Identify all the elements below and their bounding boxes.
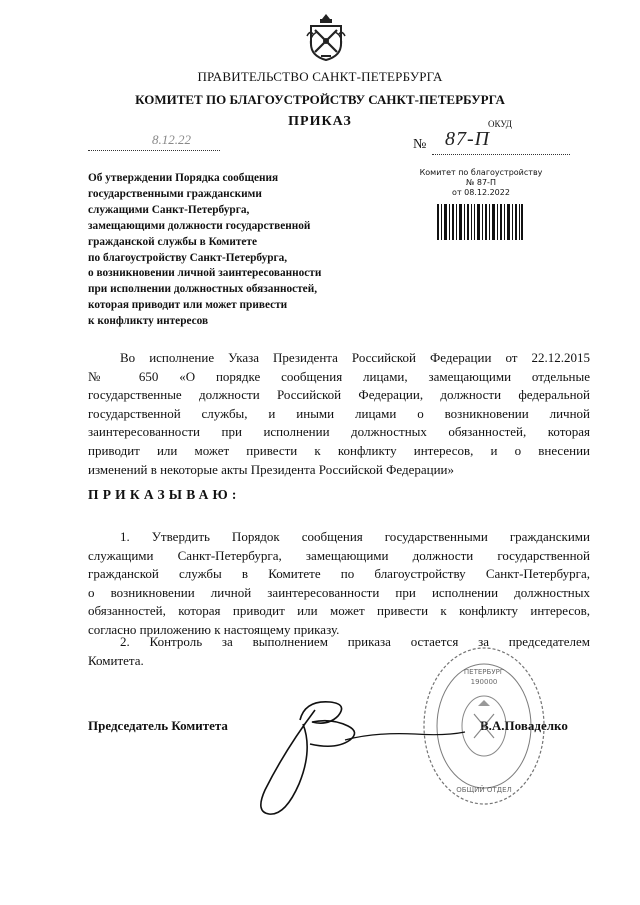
subject-line: к конфликту интересов	[88, 315, 209, 328]
item-line: 1. Утвердить Порядок сообщения государственными гражданскими	[120, 529, 590, 544]
svg-text:ОБЩИЙ ОТДЕЛ: ОБЩИЙ ОТДЕЛ	[456, 786, 512, 794]
number-line	[432, 154, 570, 155]
item-line: о возникновении личной заинтересованности при исполнении должностных	[88, 584, 590, 600]
subject-line: замещающими должности государственной	[88, 219, 311, 232]
preamble-line: государственной службы, и иными лицами о возникновении личной	[88, 405, 590, 421]
date-line	[88, 149, 220, 151]
registration-stamp-number: № 87-П	[466, 178, 496, 187]
handwritten-date: 8.12.22	[152, 132, 191, 147]
subject-line: при исполнении должностных обязанностей,	[88, 283, 318, 296]
subject-line: которая приводит или может привести	[88, 299, 288, 312]
coat-of-arms-emblem	[305, 12, 347, 62]
registration-stamp-org: Комитет по благоустройству	[419, 168, 543, 177]
order-directive-heading: ПРИКАЗЫВАЮ:	[88, 487, 241, 502]
registration-barcode	[437, 204, 523, 240]
svg-text:ПЕТЕРБУРГ: ПЕТЕРБУРГ	[463, 668, 505, 676]
committee-title: КОМИТЕТ ПО БЛАГОУСТРОЙСТВУ САНКТ-ПЕТЕРБУРГА	[135, 92, 505, 107]
subject-line: Об утверждении Порядка сообщения	[88, 172, 279, 184]
item-line: гражданской службы в Комитете по благоустройству Санкт-Петербурга,	[88, 566, 590, 582]
preamble-line: № 650 «О порядке сообщения лицами, замещающими отдельные	[88, 368, 590, 384]
signatory-name: В.А.Поваделко	[480, 718, 568, 733]
svg-text:190000: 190000	[470, 678, 498, 686]
subject-line: о возникновении личной заинтересованности	[88, 267, 322, 280]
item-line: служащими Санкт-Петербурга, замещающими должности государственной	[88, 547, 590, 563]
preamble-paragraph	[88, 349, 590, 479]
preamble-line: заинтересованности при исполнении должностных обязанностей, которая	[88, 424, 590, 440]
registration-stamp	[415, 168, 547, 198]
subject-line: гражданской службы в Комитете	[88, 235, 257, 248]
item-line: 2. Контроль за выполнением приказа остается за председателем	[120, 634, 590, 649]
document-type-title: ПРИКАЗ	[288, 114, 352, 129]
handwritten-signature	[245, 680, 475, 825]
preamble-line: приводит или может привести к конфликту интересов, и о внесении	[88, 442, 590, 458]
document-subject	[88, 171, 373, 330]
subject-line: государственными гражданскими	[88, 187, 262, 200]
order-item-1	[88, 528, 590, 640]
preamble-line: Во исполнение Указа Президента Российской Федерации от 22.12.2015	[120, 350, 590, 365]
registration-stamp-date: от 08.12.2022	[452, 188, 510, 197]
handwritten-number: 87-П	[445, 128, 491, 150]
subject-line: служащими Санкт-Петербурга,	[88, 203, 250, 216]
preamble-line: изменений в некоторые акты Президента Российской Федерации»	[88, 461, 455, 477]
subject-line: по благоустройству Санкт-Петербурга,	[88, 251, 288, 264]
signatory-role: Председатель Комитета	[88, 718, 228, 733]
item-line: Комитета.	[88, 652, 144, 668]
government-title: ПРАВИТЕЛЬСТВО САНКТ-ПЕТЕРБУРГА	[197, 69, 443, 84]
number-sign: №	[413, 137, 427, 152]
preamble-line: государственные должности Российской Федерации, должности федеральной	[88, 387, 590, 403]
okud-label: ОКУД	[488, 119, 512, 129]
item-line: согласно приложению к настоящему приказу.	[88, 621, 340, 637]
item-line: обязанностей, которая приводит или может привести к конфликту интересов,	[88, 603, 590, 619]
